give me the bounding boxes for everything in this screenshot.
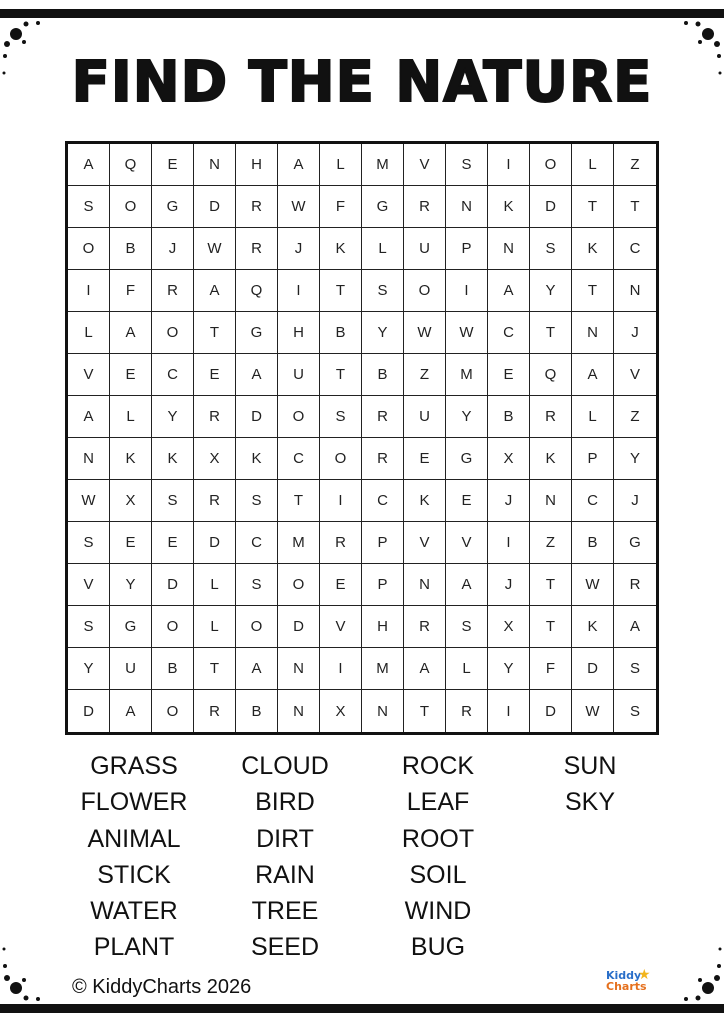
grid-cell[interactable]: O (152, 690, 194, 732)
grid-cell[interactable]: E (320, 564, 362, 606)
grid-cell[interactable]: V (446, 522, 488, 564)
grid-cell[interactable]: R (404, 606, 446, 648)
grid-cell[interactable]: H (278, 312, 320, 354)
grid-cell[interactable]: C (152, 354, 194, 396)
grid-cell[interactable]: A (488, 270, 530, 312)
grid-cell[interactable]: X (488, 606, 530, 648)
grid-cell[interactable]: T (572, 186, 614, 228)
grid-cell[interactable]: S (629, 702, 640, 720)
grid-cell[interactable]: T (530, 606, 572, 648)
grid-cell[interactable]: L (68, 312, 110, 354)
grid-cell[interactable]: G (614, 522, 656, 564)
grid-cell[interactable]: F (320, 186, 362, 228)
grid-cell[interactable]: Z (530, 522, 572, 564)
grid-cell[interactable]: A (236, 648, 278, 690)
grid-cell[interactable]: O (404, 270, 446, 312)
grid-cell[interactable]: N (530, 480, 572, 522)
grid-cell[interactable]: G (152, 186, 194, 228)
grid-cell[interactable]: N (488, 228, 530, 270)
grid-cell[interactable]: Q (110, 144, 152, 186)
grid-cell[interactable]: V (404, 144, 446, 186)
grid-cell[interactable]: R (194, 480, 236, 522)
word-list-item: ROOT (401, 824, 475, 853)
grid-cell[interactable]: I (68, 270, 110, 312)
grid-cell[interactable]: A (68, 144, 110, 186)
grid-cell[interactable]: O (320, 438, 362, 480)
dots-cluster-icon (0, 944, 60, 1004)
grid-cell[interactable]: C (572, 480, 614, 522)
grid-cell[interactable]: C (362, 480, 404, 522)
grid-cell[interactable]: K (320, 228, 362, 270)
grid-cell[interactable]: O (110, 186, 152, 228)
grid-cell[interactable]: R (530, 396, 572, 438)
word-list-item: SUN (563, 752, 617, 780)
bottom-border (0, 1004, 724, 1013)
grid-cell[interactable]: D (194, 186, 236, 228)
grid-cell[interactable]: J (488, 564, 530, 606)
grid-cell[interactable]: K (488, 186, 530, 228)
grid-cell[interactable]: G (110, 606, 152, 648)
grid-cell[interactable]: T (572, 270, 614, 312)
grid-cell[interactable]: S (446, 144, 488, 186)
grid-cell[interactable]: A (110, 690, 152, 732)
grid-cell[interactable]: R (404, 186, 446, 228)
grid-cell[interactable]: I (488, 144, 530, 186)
grid-cell[interactable]: J (152, 228, 194, 270)
grid-cell[interactable]: E (152, 144, 194, 186)
grid-cell[interactable]: J (278, 228, 320, 270)
grid-cell[interactable]: O (152, 312, 194, 354)
grid-cell[interactable]: K (572, 228, 614, 270)
grid-cell[interactable]: T (404, 690, 446, 732)
grid-cell[interactable]: B (572, 522, 614, 564)
grid-cell[interactable]: L (362, 228, 404, 270)
grid-cell[interactable]: Y (488, 648, 530, 690)
top-border (0, 9, 724, 18)
grid-cell[interactable]: R (152, 270, 194, 312)
grid-cell[interactable]: V (614, 354, 656, 396)
grid-cell[interactable]: I (446, 270, 488, 312)
grid-cell[interactable]: L (194, 564, 236, 606)
grid-cell[interactable]: O (152, 606, 194, 648)
grid-cell[interactable]: L (194, 606, 236, 648)
grid-cell[interactable]: I (488, 522, 530, 564)
grid-cell[interactable]: R (320, 522, 362, 564)
word-list-item: BIRD (255, 788, 315, 817)
grid-cell[interactable]: Z (404, 354, 446, 396)
grid-cell[interactable]: A (614, 606, 656, 648)
grid-cell[interactable]: D (152, 564, 194, 606)
grid-cell[interactable]: W (278, 186, 320, 228)
grid-cell[interactable]: P (362, 522, 404, 564)
grid-cell[interactable]: O (530, 144, 572, 186)
grid-cell[interactable]: U (404, 396, 446, 438)
grid-cell[interactable]: T (194, 648, 236, 690)
grid-cell[interactable]: R (614, 564, 656, 606)
grid-cell[interactable]: L (572, 144, 614, 186)
grid-cell[interactable]: S (152, 480, 194, 522)
grid-cell[interactable]: M (446, 354, 488, 396)
grid-cell[interactable]: D (572, 648, 614, 690)
grid-cell[interactable]: X (110, 480, 152, 522)
grid-cell[interactable]: W (194, 228, 236, 270)
grid-cell[interactable]: V (68, 354, 110, 396)
grid-cell[interactable]: J (488, 480, 530, 522)
logo-line-2: Charts (606, 980, 647, 993)
word-list-item: STICK (97, 860, 171, 889)
grid-cell[interactable]: X (488, 438, 530, 480)
grid-cell[interactable]: R (194, 690, 236, 732)
grid-cell[interactable]: T (320, 354, 362, 396)
grid-cell[interactable]: S (236, 480, 278, 522)
grid-cell[interactable]: T (614, 186, 656, 228)
grid-cell[interactable]: A (278, 144, 320, 186)
grid-cell[interactable]: K (110, 438, 152, 480)
grid-cell[interactable]: N (572, 312, 614, 354)
grid-cell[interactable]: K (404, 480, 446, 522)
grid-cell[interactable]: A (110, 312, 152, 354)
grid-cell[interactable]: N (446, 186, 488, 228)
grid-cell[interactable]: W (404, 312, 446, 354)
grid-cell[interactable]: Y (68, 648, 110, 690)
grid-cell[interactable]: X (194, 438, 236, 480)
grid-cell[interactable]: S (530, 228, 572, 270)
grid-cell[interactable]: E (404, 438, 446, 480)
grid-cell[interactable]: C (236, 522, 278, 564)
grid-cell[interactable]: A (572, 354, 614, 396)
grid-cell[interactable]: B (362, 354, 404, 396)
grid-cell[interactable]: N (614, 270, 656, 312)
word-list-item: CLOUD (241, 752, 329, 780)
grid-cell[interactable]: S (446, 606, 488, 648)
grid-cell[interactable]: N (278, 648, 320, 690)
grid-cell[interactable]: T (194, 312, 236, 354)
word-list-item: PLANT (93, 933, 175, 962)
grid-cell[interactable]: S (236, 564, 278, 606)
grid-cell[interactable]: K (572, 606, 614, 648)
grid-cell[interactable]: D (236, 396, 278, 438)
grid-cell[interactable]: R (236, 228, 278, 270)
copyright-text: © KiddyCharts 2026 (72, 976, 252, 998)
grid-cell[interactable]: S (320, 396, 362, 438)
word-list-item: DIRT (256, 824, 314, 853)
grid-cell[interactable]: J (614, 480, 656, 522)
grid-cell[interactable]: X (320, 690, 362, 732)
grid-cell[interactable]: T (530, 564, 572, 606)
grid-cell[interactable]: E (110, 522, 152, 564)
word-list-item: SOIL (409, 860, 467, 889)
kiddycharts-logo (606, 967, 652, 1000)
grid-cell[interactable]: V (68, 564, 110, 606)
grid-cell[interactable]: W (572, 564, 614, 606)
grid-cell[interactable]: L (572, 396, 614, 438)
grid-cell[interactable]: U (110, 648, 152, 690)
word-list-item: FLOWER (80, 788, 188, 817)
grid-cell[interactable]: C (614, 228, 656, 270)
grid-cell[interactable]: U (404, 228, 446, 270)
grid-cell[interactable]: H (236, 144, 278, 186)
grid-cell[interactable]: F (110, 270, 152, 312)
grid-cell[interactable]: L (320, 144, 362, 186)
grid-cell[interactable]: N (68, 438, 110, 480)
page-title: FIND THE NATURE (71, 50, 653, 115)
grid-cell[interactable]: O (278, 564, 320, 606)
grid-cell[interactable]: K (152, 438, 194, 480)
grid-cell[interactable]: Y (614, 438, 656, 480)
word-list-item: RAIN (255, 860, 315, 889)
grid-cell[interactable]: D (278, 606, 320, 648)
grid-cell[interactable]: E (194, 354, 236, 396)
word-list-item: LEAF (406, 788, 470, 817)
grid-cell[interactable]: A (68, 396, 110, 438)
grid-cell[interactable]: E (110, 354, 152, 396)
grid-cell[interactable]: C (278, 438, 320, 480)
grid-cell[interactable]: D (530, 690, 572, 732)
grid-cell[interactable]: R (236, 186, 278, 228)
grid-cell[interactable]: R (362, 396, 404, 438)
word-list-item: ANIMAL (87, 824, 181, 853)
word-list-column-1 (64, 748, 204, 966)
word-list-item: BUG (410, 933, 466, 962)
grid-cell[interactable]: W (68, 480, 110, 522)
grid-cell[interactable]: D (68, 690, 110, 732)
word-list-item: WATER (90, 897, 178, 926)
grid-cell[interactable]: P (362, 564, 404, 606)
grid-cell[interactable]: H (362, 606, 404, 648)
grid-cell[interactable]: D (194, 522, 236, 564)
grid-cell[interactable]: W (446, 312, 488, 354)
grid-cell[interactable]: W (572, 690, 614, 732)
grid-cell[interactable]: I (320, 480, 362, 522)
grid-cell[interactable]: S (614, 648, 656, 690)
grid-cell[interactable]: R (194, 396, 236, 438)
grid-cell[interactable]: E (488, 354, 530, 396)
grid-cell[interactable]: F (530, 648, 572, 690)
grid-cell[interactable]: Y (152, 396, 194, 438)
grid-cell[interactable]: G (362, 186, 404, 228)
grid-cell[interactable]: E (152, 522, 194, 564)
grid-cell[interactable]: E (446, 480, 488, 522)
grid-cell[interactable]: Y (362, 312, 404, 354)
grid-cell[interactable]: T (278, 480, 320, 522)
grid-cell[interactable]: Q (236, 270, 278, 312)
grid-cell[interactable]: B (110, 228, 152, 270)
word-list-item: SKY (564, 788, 616, 817)
word-search-grid (65, 141, 659, 735)
grid-cell[interactable]: B (152, 648, 194, 690)
dots-cluster-icon (664, 944, 724, 1004)
word-list-item: SEED (250, 933, 320, 962)
grid-cell[interactable]: O (68, 228, 110, 270)
grid-cell[interactable]: A (404, 648, 446, 690)
grid-cell[interactable]: K (530, 438, 572, 480)
grid-cell[interactable]: U (278, 354, 320, 396)
grid-cell[interactable]: O (236, 606, 278, 648)
grid-cell[interactable]: L (446, 648, 488, 690)
grid-cell[interactable]: S (362, 270, 404, 312)
grid-cell[interactable]: M (362, 144, 404, 186)
grid-cell[interactable]: P (572, 438, 614, 480)
grid-cell[interactable]: T (530, 312, 572, 354)
grid-cell[interactable]: Q (530, 354, 572, 396)
grid-cell[interactable]: V (320, 606, 362, 648)
grid-cell[interactable]: T (320, 270, 362, 312)
grid-cell[interactable]: I (488, 690, 530, 732)
grid-cell[interactable]: A (236, 354, 278, 396)
word-list-item: TREE (251, 897, 319, 926)
grid-cell[interactable]: Y (446, 396, 488, 438)
grid-cell[interactable]: I (278, 270, 320, 312)
grid-cell[interactable]: L (110, 396, 152, 438)
grid-cell[interactable]: V (404, 522, 446, 564)
grid-cell[interactable]: A (194, 270, 236, 312)
grid-cell[interactable]: G (236, 312, 278, 354)
star-icon: ★ (638, 967, 651, 983)
logo-line-1: Kiddy (606, 969, 642, 982)
grid-cell[interactable]: R (362, 438, 404, 480)
grid-cell[interactable]: N (194, 144, 236, 186)
grid-cell[interactable]: D (530, 186, 572, 228)
word-list-item: WIND (404, 897, 472, 926)
grid-cell[interactable]: O (278, 396, 320, 438)
grid-cell[interactable]: Y (110, 564, 152, 606)
grid-cell[interactable]: K (236, 438, 278, 480)
grid-cell[interactable]: S (68, 606, 110, 648)
grid-cell[interactable]: S (68, 522, 110, 564)
grid-cell[interactable]: B (488, 396, 530, 438)
grid-cell[interactable]: M (278, 522, 320, 564)
grid-cell[interactable]: B (320, 312, 362, 354)
grid-cell[interactable]: P (446, 228, 488, 270)
word-list-item: GRASS (90, 752, 178, 780)
grid-cell[interactable]: R (446, 690, 488, 732)
word-list-column-2 (215, 748, 355, 966)
grid-cell[interactable]: N (404, 564, 446, 606)
word-list-item: ROCK (401, 752, 475, 780)
grid-cell[interactable]: S (68, 186, 110, 228)
grid-cell[interactable]: N (278, 690, 320, 732)
grid-cell[interactable]: Z (614, 144, 656, 186)
grid-cell[interactable]: C (488, 312, 530, 354)
grid-cell[interactable]: Y (530, 270, 572, 312)
word-list-column-3 (368, 748, 508, 966)
grid-cell[interactable]: B (236, 690, 278, 732)
word-list-column-4 (520, 748, 660, 821)
grid-cell[interactable]: Z (614, 396, 656, 438)
grid-cell[interactable]: N (362, 690, 404, 732)
grid-cell[interactable]: M (362, 648, 404, 690)
grid-cell[interactable]: I (320, 648, 362, 690)
grid-cell[interactable]: A (446, 564, 488, 606)
grid-cell[interactable]: J (614, 312, 656, 354)
grid-cell[interactable]: G (446, 438, 488, 480)
